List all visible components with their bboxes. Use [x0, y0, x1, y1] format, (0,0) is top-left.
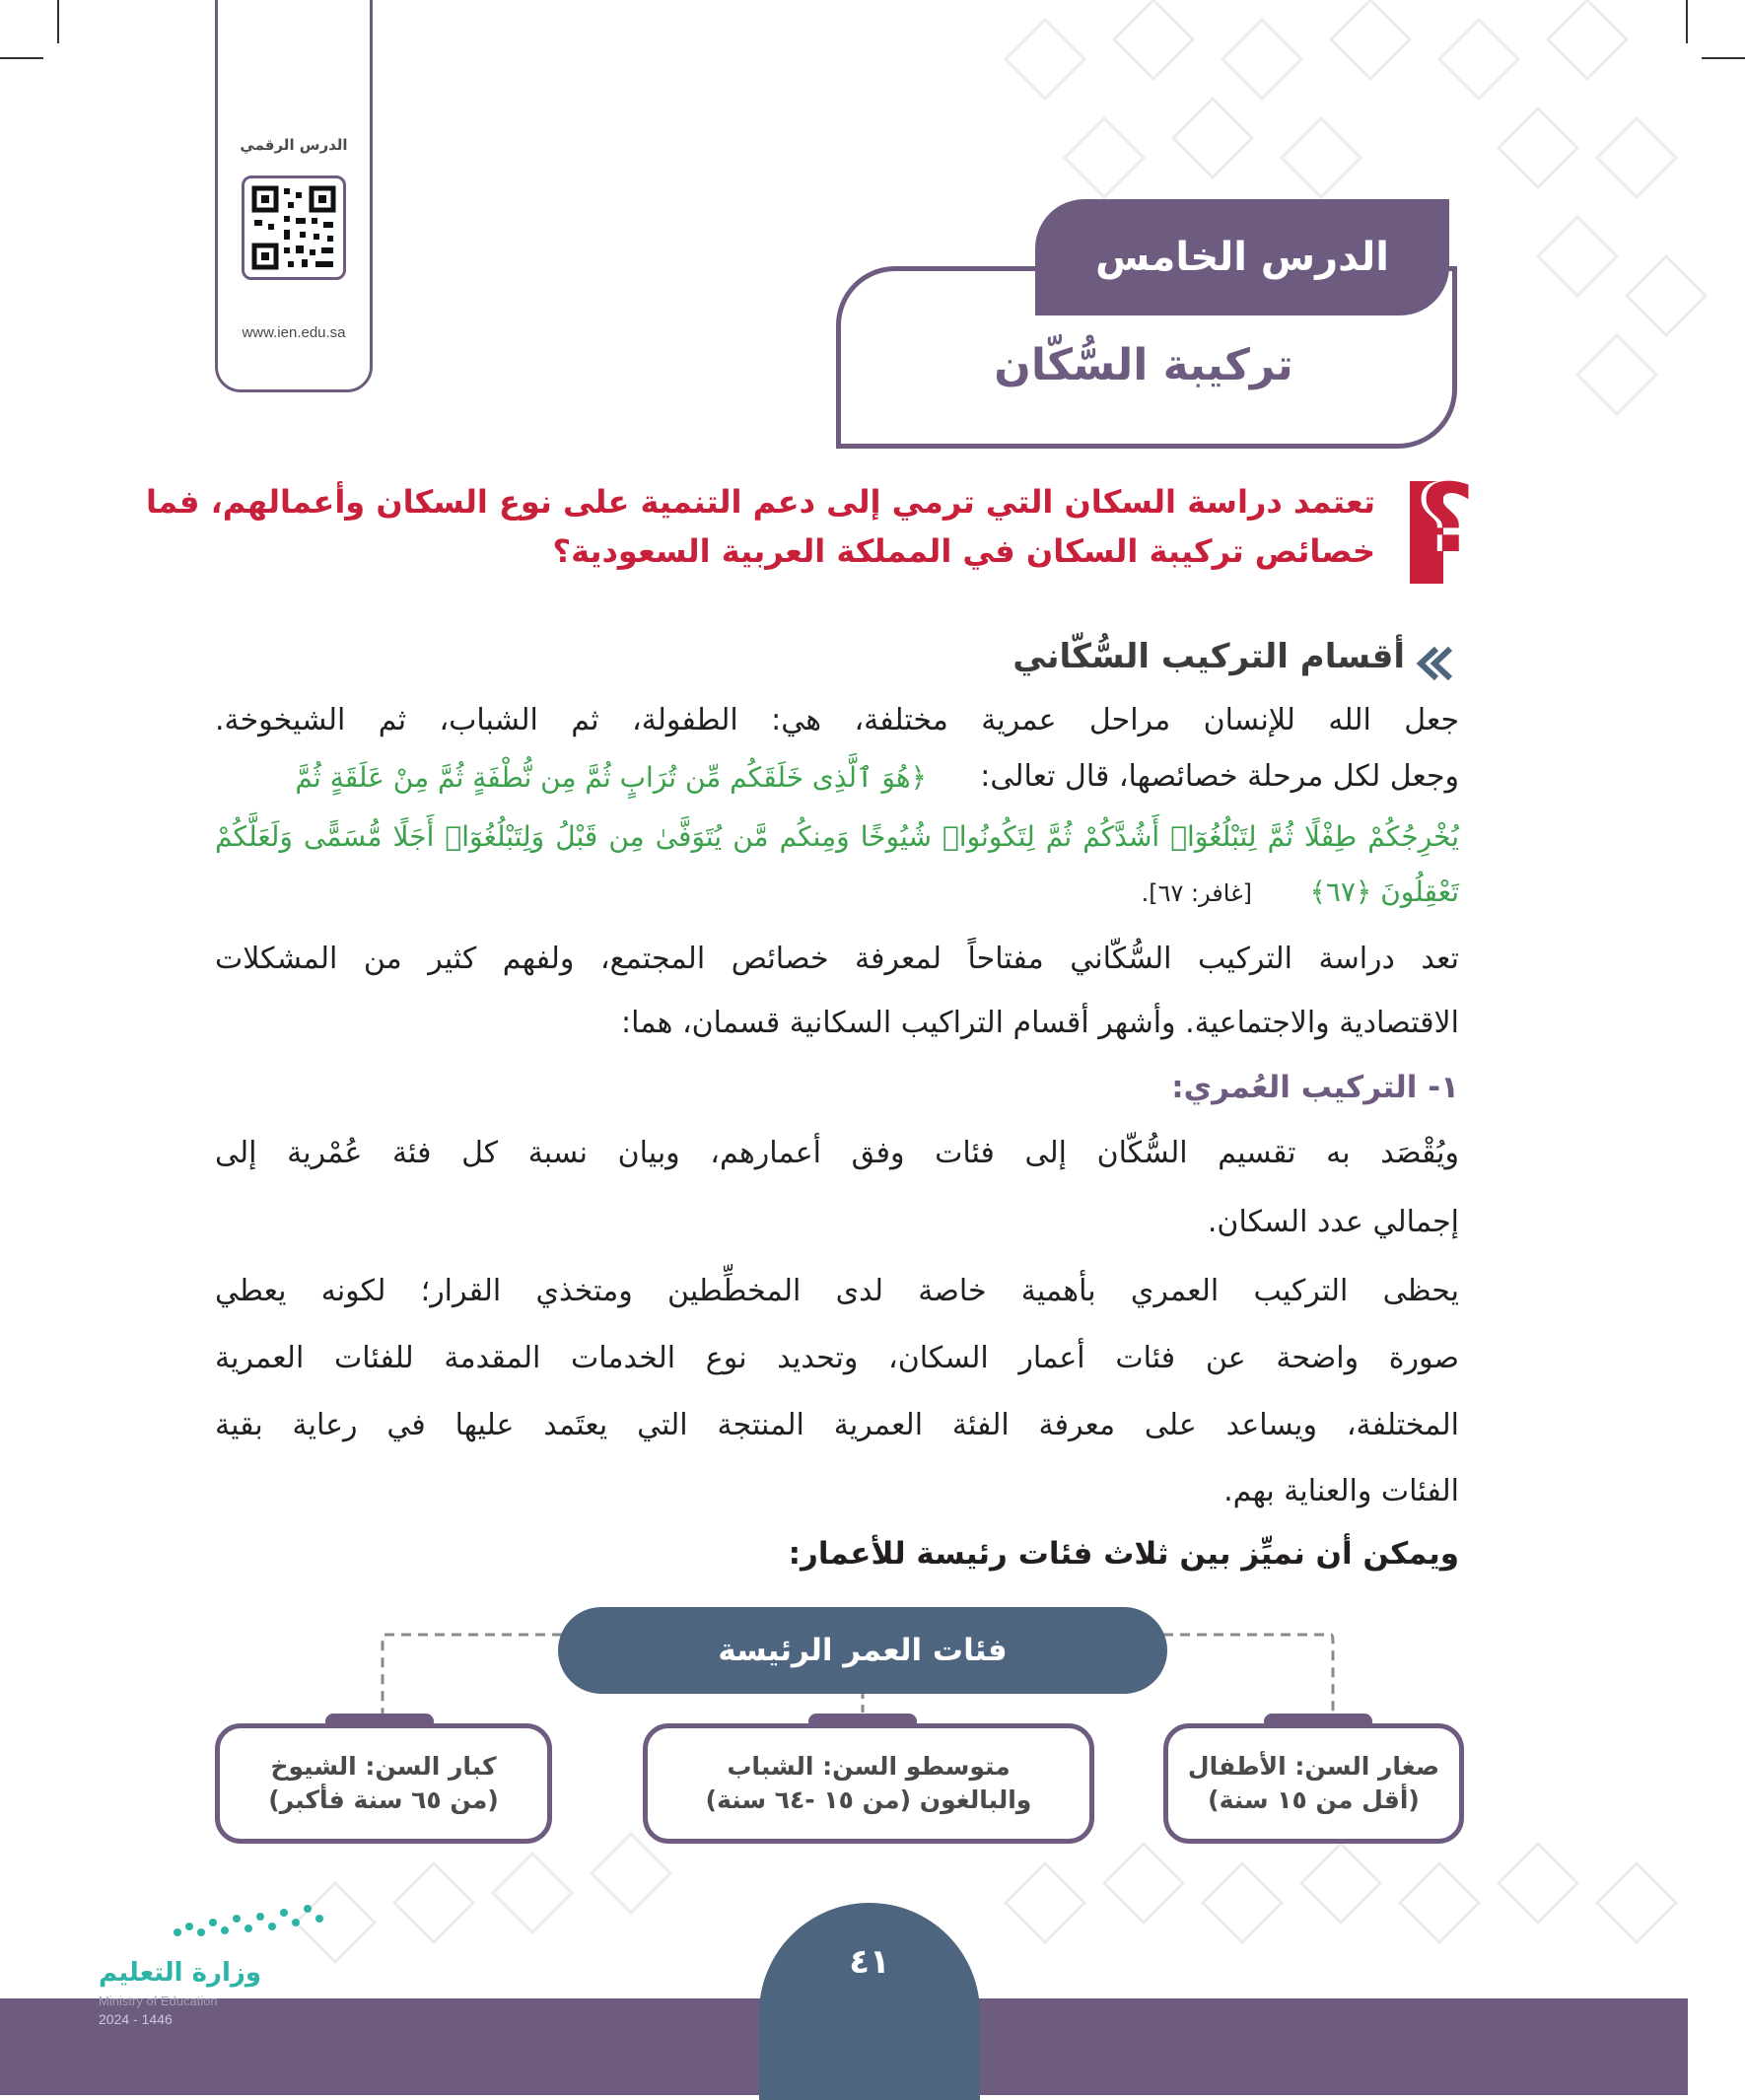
age-group-box-elderly — [215, 1723, 552, 1844]
age-group-range: (أقل من ١٥ سنة) — [1208, 1785, 1420, 1814]
age-group-box-adults — [643, 1723, 1094, 1844]
quran-reference: [غافر: ٦٧]. — [1141, 879, 1252, 907]
age-group-range: (من ٦٥ سنة فأكبر) — [268, 1785, 499, 1814]
age-groups-lead-in: ويمكن أن نميِّز بين ثلاث فئات رئيسة للأعمار: — [788, 1536, 1459, 1572]
lesson-title: تركيبة السُّكّان — [994, 340, 1293, 390]
crop-mark — [57, 0, 59, 43]
body-text-line: جعل الله للإنسان مراحل عمرية مختلفة، هي: الطفولة، ثم الشباب، ثم الشيخوخة. — [215, 703, 1459, 737]
diagram-title: فئات العمر الرئيسة — [558, 1607, 1167, 1694]
body-text-line: إجمالي عدد السكان. — [1207, 1205, 1459, 1239]
body-text-line: تعد دراسة التركيب السُّكّاني مفتاحاً لمعرفة خصائص المجتمع، ولفهم كثير من المشكلات — [215, 942, 1459, 976]
crop-mark — [1686, 0, 1688, 43]
quran-verse-line: ﴿هُوَ ٱلَّذِى خَلَقَكُم مِّن تُرَابٍ ثُمَّ مِن نُّطْفَةٍ ثُمَّ مِنْ عَلَقَةٍ ثُمَّ — [295, 761, 927, 794]
body-text-line: المختلفة، ويساعد على معرفة الفئة العمرية المنتجة التي يعتَمد عليها في رعاية بقية — [215, 1408, 1459, 1442]
qr-code-icon[interactable] — [242, 175, 346, 280]
ministry-logo-icon — [168, 1893, 325, 1952]
digital-lesson-url[interactable]: www.ien.edu.sa — [242, 324, 346, 341]
ministry-name-en: Ministry of Education — [99, 1994, 218, 2008]
body-text-line: يحظى التركيب العمري بأهمية خاصة لدى المخطِّطين ومتخذي القرار؛ لكونه يعطي — [215, 1274, 1459, 1308]
body-text-line: الفئات والعناية بهم. — [1223, 1474, 1459, 1508]
quran-verse-line: تَعْقِلُونَ ﴿٦٧﴾ — [1309, 875, 1459, 908]
crop-mark — [1702, 57, 1745, 59]
double-chevron-icon — [1415, 645, 1452, 682]
intro-question-line: خصائص تركيبة السكان في المملكة العربية السعودية؟ — [552, 532, 1375, 570]
question-mark-icon: ؟ — [1420, 463, 1475, 574]
ministry-name: وزارة التعليم — [99, 1958, 261, 1988]
body-text-line: وجعل لكل مرحلة خصائصها، قال تعالى: — [980, 759, 1459, 794]
body-text-line: الاقتصادية والاجتماعية. وأشهر أقسام التراكيب السكانية قسمان، هما: — [621, 1006, 1459, 1040]
age-group-box-children — [1163, 1723, 1464, 1844]
crop-mark — [0, 57, 43, 59]
age-group-range: والبالغون (من ١٥ -٦٤ سنة) — [705, 1785, 1032, 1814]
intro-question-line: تعتمد دراسة السكان التي ترمي إلى دعم التنمية على نوع السكان وأعمالهم، فما — [146, 483, 1375, 521]
quran-verse-line: يُخْرِجُكُمْ طِفْلًا ثُمَّ لِتَبْلُغُوٓا۟ أَشُدَّكُمْ ثُمَّ لِتَكُونُوا۟ شُيُوخًا وَمِنكُم مَّن يُتَوَفَّىٰ مِن قَبْلُ وَلِتَبْلُغُوٓا۟ أَجَلًا مُّسَمًّى وَلَعَلَّكُمْ — [215, 820, 1459, 853]
age-structure-heading: ١- التركيب العُمري: — [1171, 1070, 1459, 1105]
lesson-number-tab: الدرس الخامس — [1035, 199, 1449, 315]
digital-lesson-card[interactable] — [215, 0, 373, 392]
digital-lesson-label: الدرس الرقمي — [240, 136, 348, 154]
age-group-label: متوسطو السن: الشباب — [727, 1752, 1011, 1782]
section-heading: أقسام التركيب السُّكّاني — [1012, 637, 1405, 676]
age-group-label: صغار السن: الأطفال — [1187, 1752, 1440, 1782]
page-number: ٤١ — [849, 1942, 890, 1982]
age-group-label: كبار السن: الشيوخ — [270, 1752, 497, 1782]
body-text-line: صورة واضحة عن فئات أعمار السكان، وتحديد نوع الخدمات المقدمة للفئات العمرية — [215, 1341, 1459, 1375]
body-text-line: ويُقْصَد به تقسيم السُّكّان إلى فئات وفق أعمارهم، وبيان نسبة كل فئة عُمْرية إلى — [215, 1136, 1459, 1170]
edition-year: 2024 - 1446 — [99, 2011, 173, 2027]
